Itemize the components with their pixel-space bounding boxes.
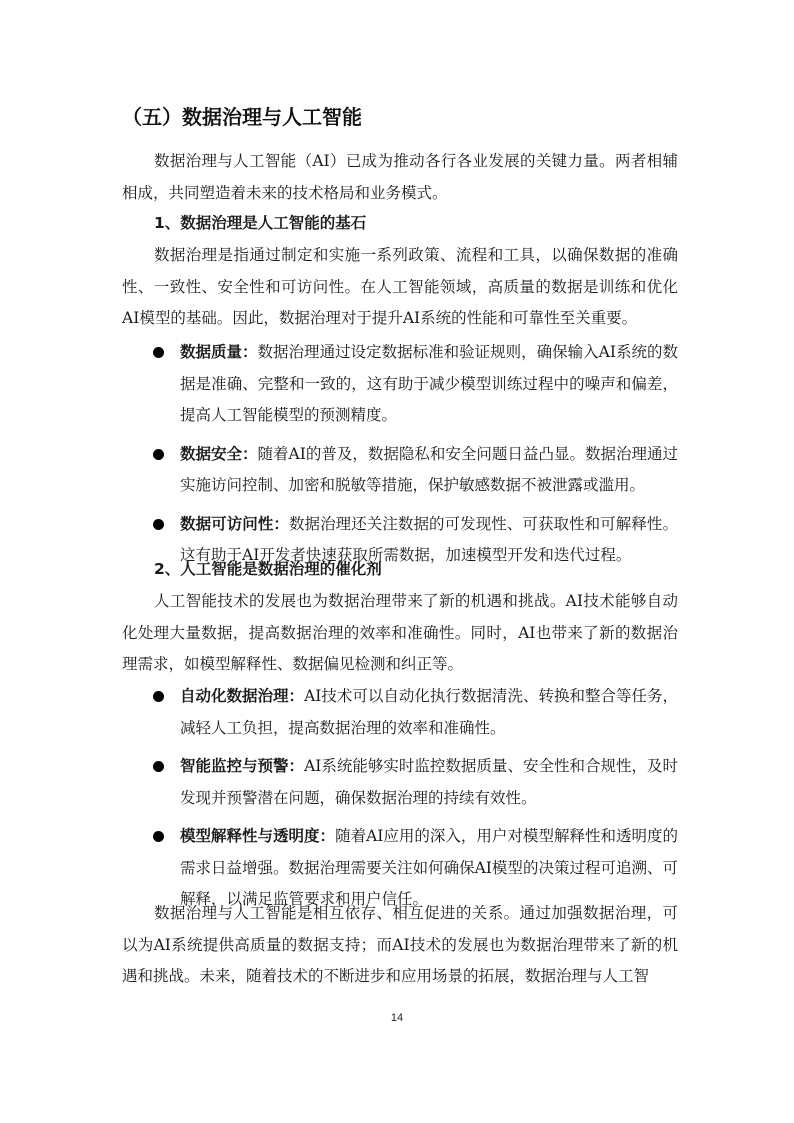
part1-bullet-list	[0, 337, 794, 579]
intro-paragraph: 数据治理与人工智能（AI）已成为推动各行各业发展的关键力量。两者相辅相成，共同塑造着未来的技术格局和业务模式。	[122, 152, 678, 202]
bullet-text: 数据治理还关注数据的可发现性、可获取性和可解释性。这有助于AI开发者快速获取所需数据，加速模型开发和迭代过程。	[180, 514, 678, 564]
bullet-separator: ：	[288, 757, 305, 775]
list-item	[0, 337, 678, 432]
bullet-text: AI系统能够实时监控数据质量、安全性和合规性，及时发现并预警潜在问题，确保数据治理的持续有效性。	[180, 757, 678, 807]
bullet-dot-icon	[153, 347, 164, 358]
conclusion-paragraph: 数据治理与人工智能是相互依存、相互促进的关系。通过加强数据治理，可以为AI系统提供高质量的数据支持；而AI技术的发展也为数据治理带来了新的机遇和挑战。未来，随着技术的不断进步和应用场景的拓展，数据治理与人工智	[122, 904, 678, 985]
bullet-dot-icon	[153, 691, 164, 702]
bullet-separator: ：	[242, 444, 258, 463]
bullet-text: AI技术可以自动化执行数据清洗、转换和整合等任务，减轻人工负担，提高数据治理的效率和准确性。	[180, 687, 678, 737]
section-title: （五）数据治理与人工智能	[122, 105, 362, 129]
list-item	[0, 681, 678, 744]
bullet-dot-icon	[153, 449, 164, 460]
bullet-dot-icon	[153, 761, 164, 772]
page-number: 14	[390, 1012, 404, 1024]
bullet-separator: ：	[273, 514, 289, 533]
list-item	[0, 439, 678, 502]
bullet-text: 数据治理通过设定数据标准和验证规则，确保输入AI系统的数据是准确、完整和一致的，这有助于减少模型训练过程中的噪声和偏差，提高人工智能模型的预测精度。	[180, 343, 678, 424]
part1-heading: 1、数据治理是人工智能的基石	[154, 214, 367, 232]
bullet-term: 模型解释性与透明度	[180, 827, 320, 845]
list-item	[0, 751, 678, 814]
bullet-text: 随着AI的普及，数据隐私和安全问题日益凸显。数据治理通过实施访问控制、加密和脱敏等措施，保护敏感数据不被泄露或滥用。	[180, 444, 678, 494]
bullet-term: 自动化数据治理	[180, 687, 289, 705]
bullet-dot-icon	[153, 831, 164, 842]
bullet-separator: ：	[288, 687, 305, 705]
bullet-term: 数据可访问性	[180, 514, 274, 533]
part2-bullet-list	[0, 681, 794, 923]
bullet-separator: ：	[319, 827, 336, 845]
part1-paragraph: 数据治理是指通过制定和实施一系列政策、流程和工具，以确保数据的准确性、一致性、安全性和可访问性。在人工智能领域，高质量的数据是训练和优化AI模型的基础。因此，数据治理对于提升AI系统的性能和可靠性至关重要。	[122, 246, 678, 327]
bullet-text: 随着AI应用的深入，用户对模型解释性和透明度的需求日益增强。数据治理需要关注如何确保AI模型的决策过程可追溯、可解释，以满足监管要求和用户信任。	[180, 827, 678, 908]
bullet-dot-icon	[153, 519, 164, 530]
bullet-term: 智能监控与预警	[180, 757, 289, 775]
bullet-separator: ：	[242, 343, 258, 361]
part2-paragraph: 人工智能技术的发展也为数据治理带来了新的机遇和挑战。AI技术能够自动化处理大量数据，提高数据治理的效率和准确性。同时，AI也带来了新的数据治理需求，如模型解释性、数据偏见检测和纠正等。	[122, 592, 678, 673]
part2-heading: 2、人工智能是数据治理的催化剂	[154, 560, 382, 578]
bullet-term: 数据质量	[180, 343, 243, 361]
bullet-term: 数据安全	[180, 444, 243, 463]
